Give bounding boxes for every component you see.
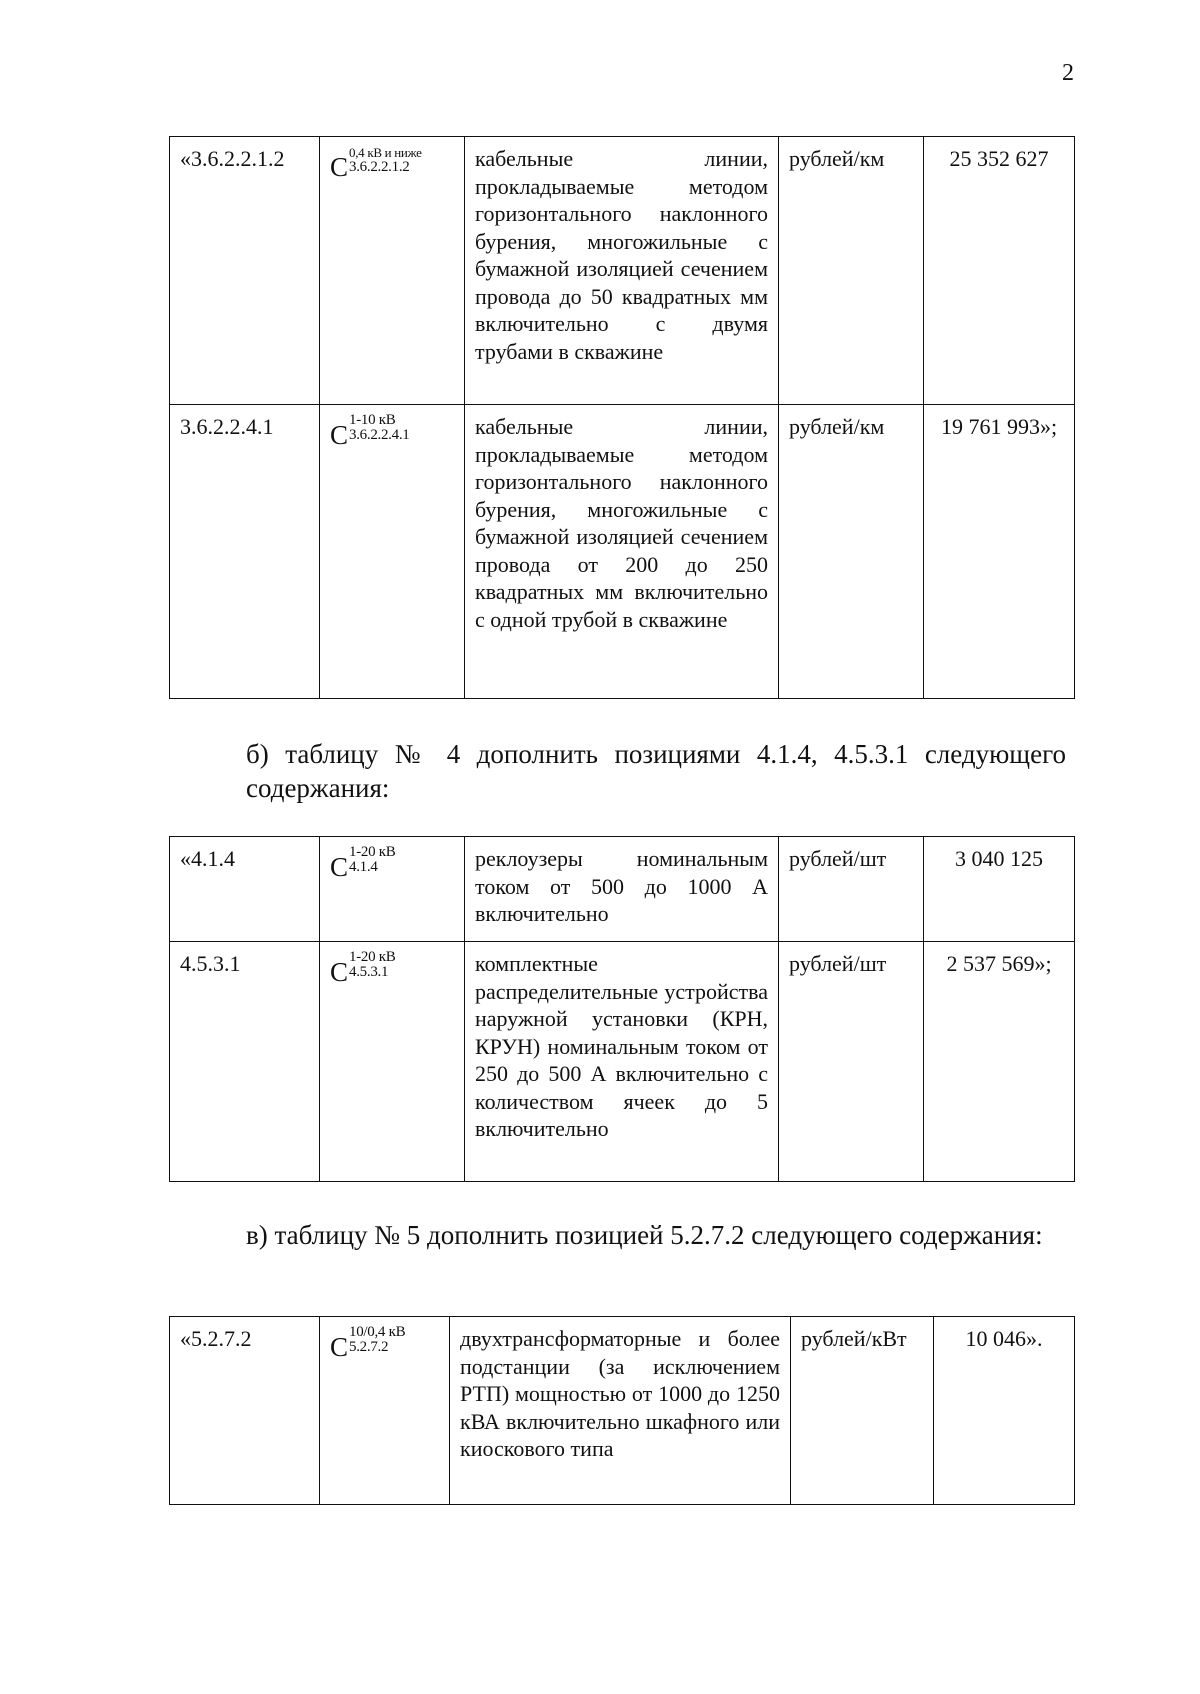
position-subscript: 4.1.4 (349, 859, 378, 875)
unit-of-measure: рублей/кВт (791, 1317, 934, 1505)
voltage-superscript: 1-20 кВ (349, 949, 396, 965)
voltage-superscript: 1-20 кВ (349, 844, 396, 860)
table-2 (169, 836, 1075, 1182)
table-row (170, 405, 1075, 699)
position-code: «5.2.7.2 (170, 1317, 320, 1505)
position-code: 4.5.3.1 (170, 942, 320, 1182)
rate-symbol: C (330, 1332, 349, 1362)
rate-value: 2 537 569»; (924, 942, 1075, 1182)
rate-value: 10 046». (934, 1317, 1075, 1505)
rate-symbol: C (330, 852, 349, 882)
position-subscript: 3.6.2.2.1.2 (349, 159, 410, 175)
position-description: кабельные линии, прокладываемые методом горизонтального наклонного бурения, многожильные с бумажной изоляцией сечением провода до 50 квадратных мм включительно с двумя трубами в скважине (465, 137, 779, 405)
rate-formula (320, 137, 465, 405)
table-1 (169, 136, 1075, 699)
table-row (170, 942, 1075, 1182)
position-code: 3.6.2.2.4.1 (170, 405, 320, 699)
unit-of-measure: рублей/шт (779, 942, 924, 1182)
voltage-superscript: 0,4 кВ и ниже (349, 145, 422, 160)
rate-value: 19 761 993»; (924, 405, 1075, 699)
table-3 (169, 1316, 1075, 1505)
position-subscript: 4.5.3.1 (349, 964, 389, 980)
rate-value: 25 352 627 (924, 137, 1075, 405)
position-code: «3.6.2.2.1.2 (170, 137, 320, 405)
rate-formula (320, 1317, 450, 1505)
rate-value: 3 040 125 (924, 837, 1075, 942)
position-description: комплектные распределительные устройства наружной установки (КРН, КРУН) номинальным током от 250 до 500 А включительно с количеством ячеек до 5 включительно (465, 942, 779, 1182)
unit-of-measure: рублей/км (779, 405, 924, 699)
unit-of-measure: рублей/км (779, 137, 924, 405)
position-subscript: 5.2.7.2 (349, 1339, 389, 1355)
rate-formula (320, 405, 465, 699)
unit-of-measure: рублей/шт (779, 837, 924, 942)
rate-formula (320, 837, 465, 942)
table-row (170, 837, 1075, 942)
position-description: кабельные линии, прокладываемые методом горизонтального наклонного бурения, многожильные с бумажной изоляцией сечением провода от 200 до 250 квадратных мм включительно с одной трубой в скважине (465, 405, 779, 699)
position-subscript: 3.6.2.2.4.1 (349, 427, 410, 443)
position-description: двухтрансформаторные и более подстанции (за исключением РТП) мощностью от 1000 до 1250 кВА включительно шкафного или киоскового типа (450, 1317, 791, 1505)
position-description: реклоузеры номинальным током от 500 до 1000 А включительно (465, 837, 779, 942)
position-code: «4.1.4 (170, 837, 320, 942)
table-row (170, 137, 1075, 405)
rate-formula (320, 942, 465, 1182)
page-number: 2 (1062, 60, 1074, 86)
voltage-superscript: 10/0,4 кВ (349, 1324, 406, 1340)
voltage-superscript: 1-10 кВ (349, 412, 396, 428)
rate-symbol: C (330, 420, 349, 450)
paragraph-v: в) таблицу № 5 дополнить позицией 5.2.7.2 следующего содержания: (246, 1220, 1043, 1250)
paragraph-b: б) таблицу № 4 дополнить позициями 4.1.4, 4.5.3.1 следующего содержания: (246, 739, 1066, 803)
rate-symbol: C (330, 152, 349, 182)
rate-symbol: C (330, 957, 349, 987)
table-row (170, 1317, 1075, 1505)
